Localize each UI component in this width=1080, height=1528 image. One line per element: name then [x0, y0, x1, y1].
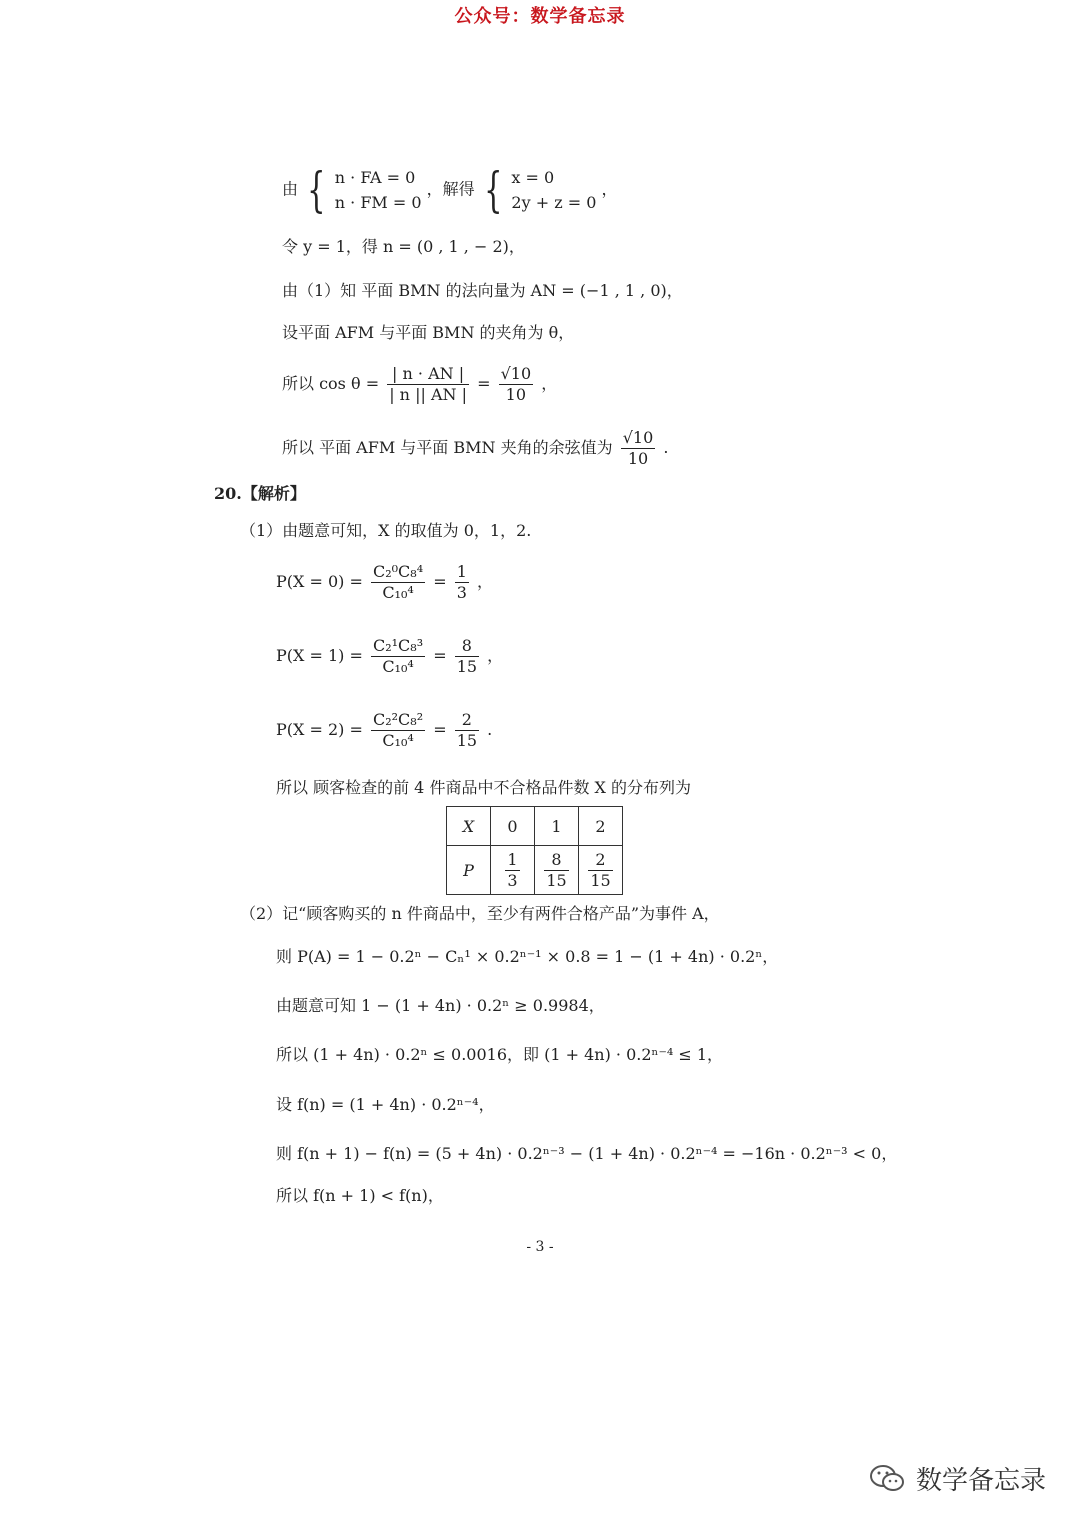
x-value-cell: 2: [579, 807, 623, 846]
comma: ，: [487, 646, 504, 665]
define-line: 设 f(n) = (1 + 4n) · 0.2ⁿ⁻⁴，: [276, 1095, 495, 1114]
angle-line: 设平面 AFM 与平面 BMN 的夹角为 θ，: [282, 323, 575, 342]
watermark-text: 数学备忘录: [915, 1466, 1046, 1496]
solution-1: x = 0: [511, 168, 555, 187]
cos-result-fraction: [499, 364, 534, 405]
solution-2: 2y + z = 0: [511, 193, 597, 212]
p0-result-num: 1: [456, 562, 467, 581]
q20-part1: （1）由题意可知，X 的取值为 0，1，2.: [240, 521, 532, 540]
conclusion-fraction: [621, 428, 656, 469]
p1-result-num: 8: [455, 636, 479, 657]
difference-line: 则 f(n + 1) − f(n) = (5 + 4n) · 0.2ⁿ⁻³ − (1 + 4n) · 0.2ⁿ⁻⁴ = −16n · 0.2ⁿ⁻³ < 0，: [276, 1144, 898, 1163]
x-value-cell: 1: [535, 807, 579, 846]
normal-vector-line: 由（1）知 平面 BMN 的法向量为 AN = (−1 , 1 , 0)，: [282, 281, 683, 300]
p1-fraction: [371, 636, 425, 677]
comma: ，: [477, 572, 494, 591]
period: .: [663, 438, 669, 457]
p0-result: [455, 562, 469, 603]
distribution-intro: 所以 顾客检查的前 4 件商品中不合格品件数 X 的分布列为: [276, 778, 692, 797]
cos-denominator: | n || AN |: [389, 385, 467, 404]
cos-result-numerator: √10: [500, 364, 532, 383]
comma: ，: [541, 374, 558, 393]
p-num: 2: [588, 850, 612, 871]
p2-denominator: C₁₀⁴: [382, 731, 414, 750]
pa-line: 则 P(A) = 1 − 0.2ⁿ − Cₙ¹ × 0.2ⁿ⁻¹ × 0.8 = 1 − (1 + 4n) · 0.2ⁿ，: [276, 947, 779, 966]
p1-result-den: 15: [456, 657, 478, 676]
equals-sign: =: [433, 646, 447, 665]
cos-prefix: 所以 cos θ =: [282, 374, 380, 393]
distribution-table: [446, 806, 623, 895]
solve-system-line: [282, 162, 618, 218]
p2-numerator: C₂²C₈²: [372, 710, 424, 729]
p-label-cell: P: [447, 846, 491, 895]
p1-line: [276, 636, 503, 677]
monotone-line: 所以 f(n + 1) < f(n)，: [276, 1186, 444, 1205]
conclusion-numerator: √10: [622, 428, 654, 447]
solve-prefix: 由: [282, 179, 299, 199]
p2-lhs: P(X = 2) =: [276, 720, 363, 739]
cos-result-denominator: 10: [505, 385, 527, 404]
conclusion-text: 所以 平面 AFM 与平面 BMN 夹角的余弦值为: [282, 438, 613, 457]
header-title: 公众号：数学备忘录: [454, 6, 626, 27]
x-value-cell: 0: [491, 807, 535, 846]
solution-system: [511, 165, 596, 215]
p1-numerator: C₂¹C₈³: [372, 636, 424, 655]
cos-numerator: | n · AN |: [387, 364, 469, 385]
p-row: [447, 846, 623, 895]
equation-1: n · FA = 0: [334, 168, 416, 187]
p-value-cell: [579, 846, 623, 895]
page-number: - 3 -: [526, 1239, 554, 1255]
left-brace: {: [307, 162, 326, 218]
x-label-cell: X: [447, 807, 491, 846]
p1-denominator: C₁₀⁴: [382, 657, 414, 676]
watermark: [868, 1460, 1046, 1497]
p2-result: [455, 710, 479, 751]
p2-line: [276, 710, 492, 751]
p1-lhs: P(X = 1) =: [276, 646, 363, 665]
p0-fraction: [371, 562, 425, 603]
q20-part2: （2）记“顾客购买的 n 件商品中，至少有两件合格产品”为事件 A，: [240, 904, 720, 923]
p0-lhs: P(X = 0) =: [276, 572, 363, 591]
conclusion-denominator: 10: [627, 449, 649, 468]
inequality-line: 由题意可知 1 − (1 + 4n) · 0.2ⁿ ≥ 0.9984，: [276, 996, 605, 1015]
equals-sign: =: [477, 374, 491, 393]
conclusion-line: [282, 428, 668, 469]
solve-tail: ，: [601, 179, 618, 199]
p-den: 15: [590, 870, 611, 890]
p0-numerator: C₂⁰C₈⁴: [372, 562, 424, 581]
p-value-cell: [491, 846, 535, 895]
cos-line: [282, 364, 557, 405]
p2-result-den: 15: [456, 731, 478, 750]
equation-2: n · FM = 0: [334, 193, 422, 212]
let-line: 令 y = 1，得 n = (0 , 1 , − 2)，: [282, 237, 525, 256]
equals-sign: =: [433, 720, 447, 739]
p-num: 8: [544, 850, 568, 871]
p2-fraction: [371, 710, 425, 751]
p-num: 1: [507, 849, 518, 869]
q20-heading: 20.【解析】: [214, 484, 306, 503]
p0-result-den: 3: [456, 583, 467, 602]
so-line: 所以 (1 + 4n) · 0.2ⁿ ≤ 0.0016，即 (1 + 4n) · 0.2ⁿ⁻⁴ ≤ 1，: [276, 1045, 724, 1064]
p-fraction: [505, 850, 519, 891]
x-row: [447, 807, 623, 846]
p1-result: [455, 636, 479, 677]
period: .: [487, 720, 493, 739]
p-den: 15: [546, 870, 567, 890]
p-den: 3: [507, 870, 518, 890]
p-fraction: [544, 850, 568, 891]
p0-denominator: C₁₀⁴: [382, 583, 414, 602]
equation-system: [335, 165, 422, 215]
cos-fraction: [387, 364, 469, 405]
p-fraction: [588, 850, 612, 891]
left-brace: {: [483, 162, 503, 218]
wechat-icon: [868, 1463, 908, 1495]
p0-line: [276, 562, 493, 603]
p2-result-num: 2: [455, 710, 479, 731]
p-value-cell: [535, 846, 579, 895]
equals-sign: =: [433, 572, 447, 591]
solve-mid: ，解得: [426, 179, 475, 199]
